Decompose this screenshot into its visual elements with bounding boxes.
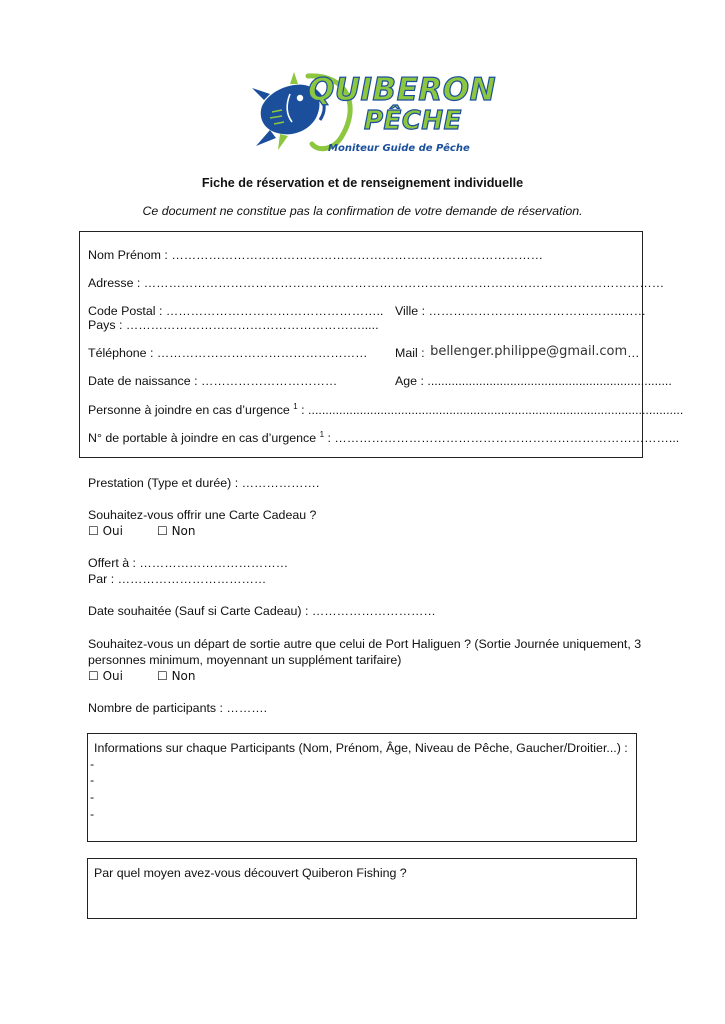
urgence-dots: : ............................................................................................................. <box>297 403 684 418</box>
par-field[interactable]: Par : ……………………………… <box>88 572 267 586</box>
nom-prenom-field[interactable]: Nom Prénom : ……………………………………………………………………………… <box>88 248 544 262</box>
telephone-field[interactable]: Téléphone : …………………………………………… <box>88 346 368 360</box>
depart-oui-checkbox[interactable] <box>88 669 123 683</box>
portable-footnote: 1 <box>319 430 325 439</box>
urgence-label: Personne à joindre en cas d’urgence <box>88 403 290 418</box>
form-subtitle: Ce document ne constitue pas la confirmation de votre demande de réservation. <box>142 204 583 218</box>
age-field[interactable]: Age : ....................................................................... <box>395 374 672 388</box>
depart-question-line2: personnes minimum, moyennant un supplément tarifaire) <box>88 653 402 667</box>
depart-oui-label: ☐ Oui <box>88 669 123 683</box>
adresse-field[interactable]: Adresse : ……………………………………………………………………………………………………………… <box>88 276 665 290</box>
decouverte-question: Par quel moyen avez-vous découvert Quiberon Fishing ? <box>94 866 407 880</box>
offert-a-field[interactable]: Offert à : ……………………………… <box>88 556 289 570</box>
participants-heading: Informations sur chaque Participants (Nom, Prénom, Âge, Niveau de Pêche, Gaucher/Droitier...) : <box>94 741 628 755</box>
mail-field[interactable] <box>395 346 640 361</box>
depart-non-checkbox[interactable] <box>157 669 196 683</box>
urgence-contact-field[interactable] <box>88 402 683 417</box>
form-title: Fiche de réservation et de renseignement individuelle <box>201 176 524 190</box>
logo-tagline: Moniteur Guide de Pêche <box>328 143 470 154</box>
mail-label: Mail : <box>395 346 425 360</box>
logo-brand-line2: PÊCHE <box>364 106 462 136</box>
depart-question-line1: Souhaitez-vous un départ de sortie autre que celui de Port Haliguen ? (Sortie Journée uniquement, 3 <box>88 637 642 651</box>
carte-cadeau-non-checkbox[interactable] <box>157 524 196 538</box>
logo-brand-line1: QUIBERON <box>308 72 497 108</box>
carte-cadeau-non-label: ☐ Non <box>157 524 196 538</box>
prestation-field[interactable]: Prestation (Type et durée) : ………………. <box>88 476 320 490</box>
code-postal-field[interactable]: Code Postal : …………………………………………….. <box>88 304 384 318</box>
participant-line[interactable]: - <box>90 807 95 821</box>
depart-non-label: ☐ Non <box>157 669 196 683</box>
carte-cadeau-oui-label: ☐ Oui <box>88 524 123 538</box>
pays-field[interactable]: Pays : …………………………………………………..... <box>88 318 379 332</box>
date-souhaitee-field[interactable]: Date souhaitée (Sauf si Carte Cadeau) : ………………………… <box>88 604 436 618</box>
participant-line[interactable]: - <box>90 757 95 771</box>
ville-field[interactable]: Ville : ………………………………………..…… <box>395 304 647 318</box>
date-naissance-field[interactable]: Date de naissance : …………………………… <box>88 374 338 388</box>
carte-cadeau-oui-checkbox[interactable] <box>88 524 123 538</box>
carte-cadeau-question: Souhaitez-vous offrir une Carte Cadeau ? <box>88 508 317 522</box>
portable-label: N° de portable à joindre en cas d’urgence <box>88 431 317 446</box>
nombre-participants-field[interactable]: Nombre de participants : ………. <box>88 701 268 715</box>
urgence-portable-field[interactable] <box>88 430 679 445</box>
participant-line[interactable]: - <box>90 773 95 787</box>
participant-line[interactable]: - <box>90 790 95 804</box>
portable-dots: : ………………………………………………………………………... <box>324 431 680 446</box>
mail-dots: … <box>627 346 640 360</box>
mail-value: bellenger.philippe@gmail.com <box>430 344 628 359</box>
urgence-footnote: 1 <box>293 402 298 411</box>
quiberon-peche-logo <box>250 66 497 174</box>
